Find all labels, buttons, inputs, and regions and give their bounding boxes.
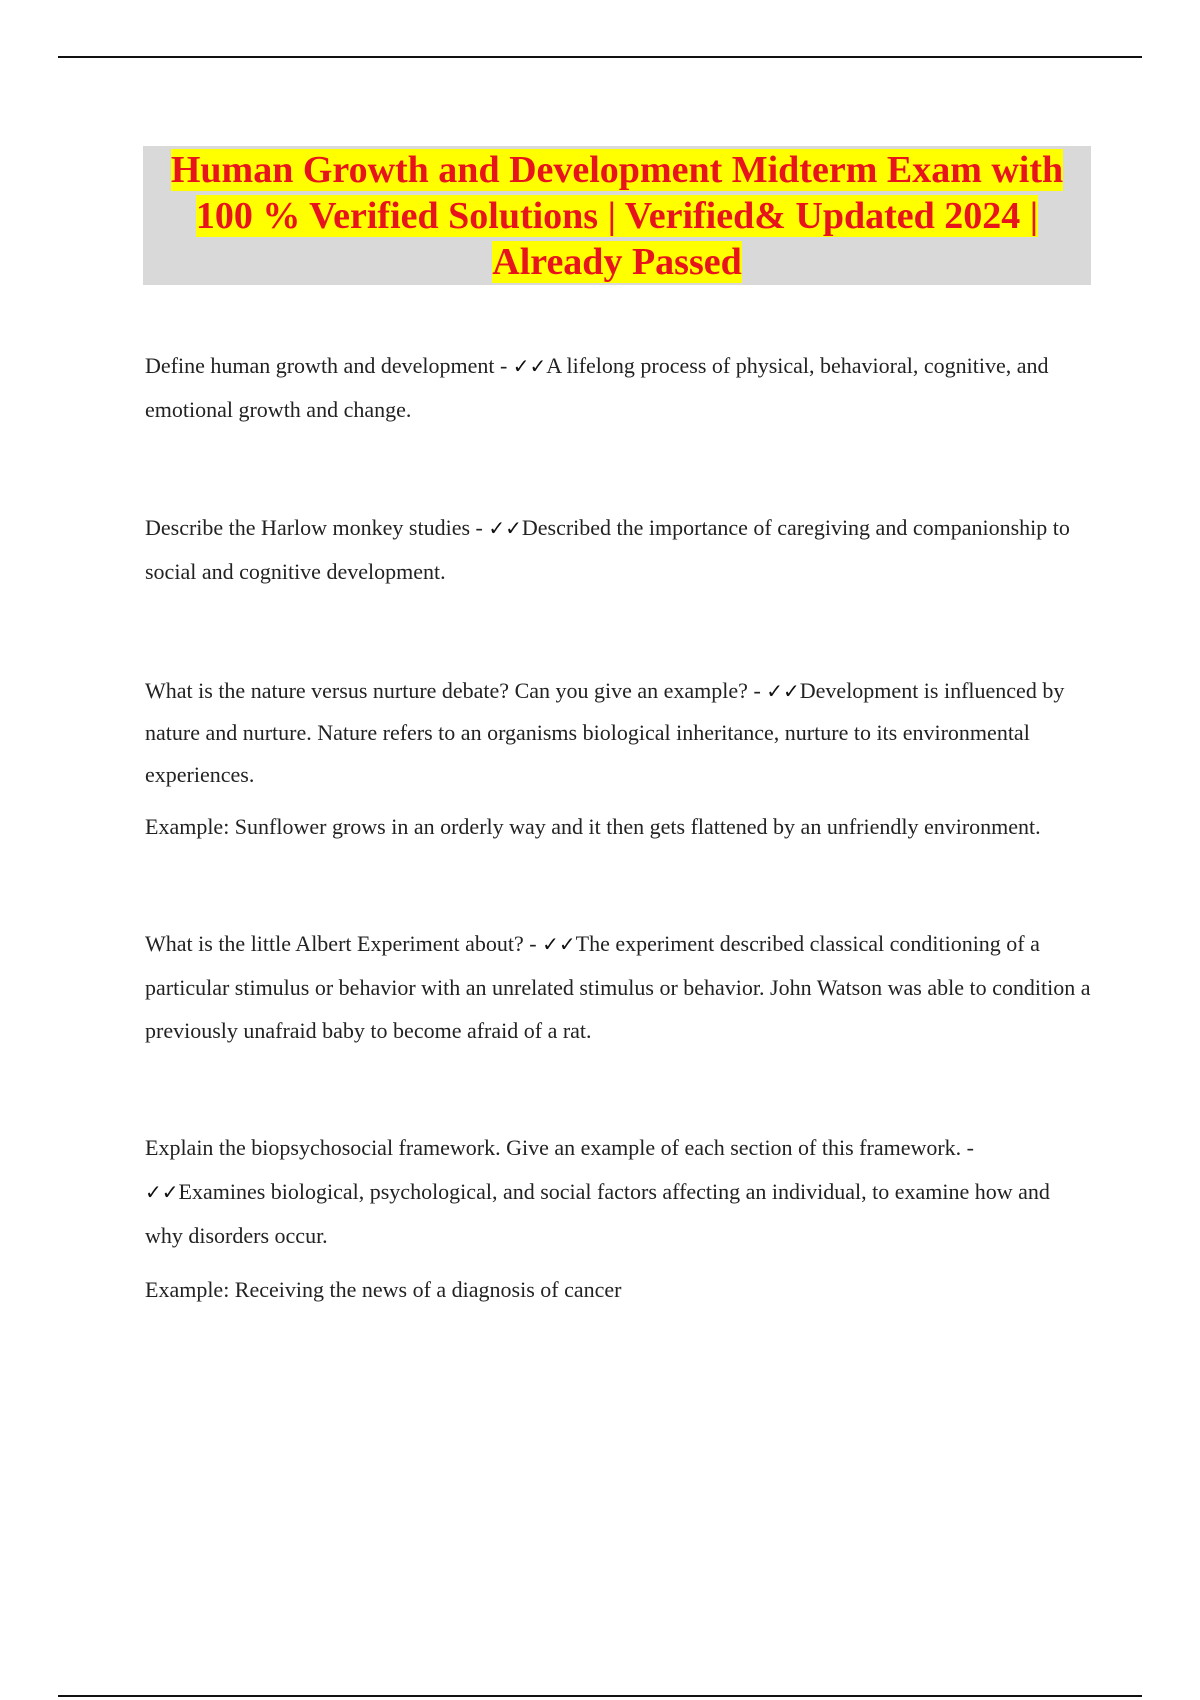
question-text: Explain the biopsychosocial framework. Give an example of each section of this framework. - (145, 1135, 974, 1160)
question-text: What is the nature versus nurture debate? Can you give an example? - (145, 678, 767, 703)
qa-item (145, 1126, 1091, 1312)
double-check-icon: ✓✓ (512, 354, 547, 378)
qa-text (145, 506, 1091, 594)
qa-item (145, 922, 1091, 1052)
qa-text (145, 922, 1091, 1052)
bottom-rule (58, 1695, 1142, 1697)
qa-item (145, 670, 1091, 848)
example-text: Example: Receiving the news of a diagnosis of cancer (145, 1277, 622, 1302)
double-check-icon: ✓✓ (145, 1180, 179, 1204)
double-check-icon: ✓✓ (766, 679, 800, 703)
answer-text: A lifelong process of physical, behavioral, cognitive, and emotional growth and change. (145, 353, 1049, 422)
example-text: Example: Sunflower grows in an orderly way and it then gets flattened by an unfriendly environment. (145, 814, 1041, 839)
title-banner (143, 146, 1091, 285)
document-title: Human Growth and Development Midterm Exam with 100 % Verified Solutions | Verified& Updated 2024 | Already Passed (170, 149, 1064, 283)
qa-text (145, 1126, 1091, 1258)
answer-text: Described the importance of caregiving and companionship to social and cognitive development. (145, 515, 1070, 584)
qa-list (145, 344, 1091, 1386)
top-rule (58, 56, 1142, 58)
qa-item (145, 344, 1091, 432)
question-text: Define human growth and development - (145, 353, 513, 378)
qa-item (145, 506, 1091, 594)
question-text: Describe the Harlow monkey studies - (145, 515, 489, 540)
double-check-icon: ✓✓ (542, 932, 576, 956)
answer-text: Examines biological, psychological, and social factors affecting an individual, to examine how and why disorders occur. (145, 1179, 1050, 1248)
question-text: What is the little Albert Experiment about? - (145, 931, 543, 956)
qa-text (145, 344, 1091, 432)
qa-text (145, 670, 1091, 796)
double-check-icon: ✓✓ (488, 516, 522, 540)
answer-text: Development is influenced by nature and nurture. Nature refers to an organisms biological inheritance, nurture to its environmental experiences. (145, 678, 1065, 787)
answer-text: The experiment described classical conditioning of a particular stimulus or behavior with an unrelated stimulus or behavior. John Watson was able to condition a previously unafraid baby to become afraid of a rat. (145, 931, 1091, 1043)
